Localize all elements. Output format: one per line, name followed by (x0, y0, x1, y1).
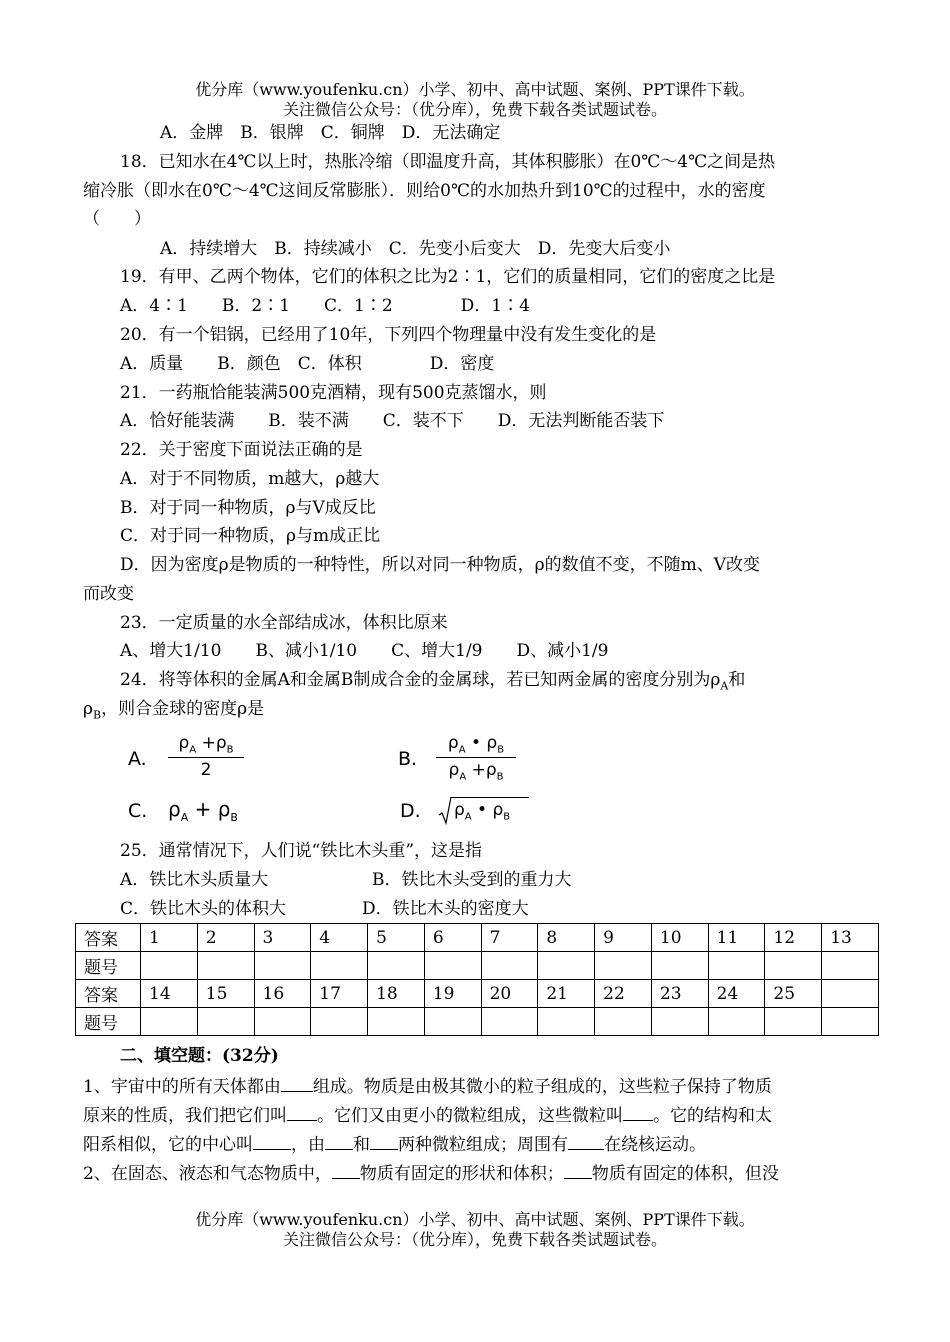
answer-cell[interactable] (311, 952, 368, 980)
answer-cell[interactable] (141, 952, 198, 980)
answer-cell[interactable] (481, 1008, 538, 1036)
answer-cell[interactable] (197, 1008, 254, 1036)
answer-cell[interactable] (538, 1008, 595, 1036)
fill-1-line-3: 阳系相似，它的中心叫 ，由 和 两种微粒组成；周围有 在绕核运动。 (83, 1131, 706, 1158)
blank[interactable] (253, 1131, 291, 1150)
q24-option-d-label: D. (400, 800, 421, 822)
table-cell: 9 (595, 924, 652, 952)
answer-cell[interactable] (822, 1008, 879, 1036)
table-cell: 10 (651, 924, 708, 952)
table-cell: 22 (595, 980, 652, 1008)
table-cell: 24 (708, 980, 765, 1008)
sqrt-sign-icon (438, 796, 452, 826)
q22-option-c: C．对于同一种物质，ρ与m成正比 (120, 526, 381, 546)
section-title: 二、填空题：(32分) (120, 1046, 279, 1066)
table-cell: 17 (311, 980, 368, 1008)
q24-stem-line-2: $\rho_B$，则合金球的密度ρ是 (83, 699, 265, 722)
q22-option-a: A．对于不同物质，m越大，ρ越大 (120, 469, 380, 489)
q21-stem: 21．一药瓶恰能装满500克酒精，现有500克蒸馏水，则 (120, 383, 547, 403)
row-label: 题号 (76, 1008, 141, 1036)
answer-table-row-4 (76, 1008, 879, 1036)
fill-1-line-1: 1、宇宙中的所有天体都由 组成。物质是由极其微小的粒子组成的，这些粒子保持了物质 (83, 1073, 772, 1100)
q24-option-a-formula: $\rho_A +\rho_B$ 2 (168, 733, 244, 780)
answer-cell[interactable] (197, 952, 254, 980)
q22-option-d-line-2: 而改变 (83, 584, 134, 604)
table-cell: 20 (481, 980, 538, 1008)
table-cell: 23 (651, 980, 708, 1008)
answer-cell[interactable] (765, 952, 822, 980)
answer-cell[interactable] (368, 1008, 425, 1036)
q23-stem: 23．一定质量的水全部结成冰，体积比原来 (120, 613, 448, 633)
blank[interactable] (568, 1131, 604, 1150)
answer-cell[interactable] (424, 952, 481, 980)
header-line-1: 优分库（www.youfenku.cn）小学、初中、高中试题、案例、PPT课件下载。 (195, 80, 755, 99)
table-cell: 3 (254, 924, 311, 952)
answer-cell[interactable] (141, 1008, 198, 1036)
table-cell (822, 980, 879, 1008)
table-cell: 2 (197, 924, 254, 952)
answer-cell[interactable] (481, 952, 538, 980)
answer-cell[interactable] (822, 952, 879, 980)
answer-cell[interactable] (651, 952, 708, 980)
q18-line-2: 缩冷胀（即水在0℃～4℃这间反常膨胀）．则给0℃的水加热升到10℃的过程中，水的密度 (83, 181, 766, 201)
answer-cell[interactable] (708, 952, 765, 980)
q25-option-d: D．铁比木头的密度大 (362, 899, 529, 919)
q25-option-a: A．铁比木头质量大 (120, 870, 269, 890)
blank[interactable] (332, 1160, 360, 1179)
table-cell: 16 (254, 980, 311, 1008)
answer-cell[interactable] (595, 952, 652, 980)
q25-option-c: C．铁比木头的体积大 (120, 899, 287, 919)
table-cell: 1 (141, 924, 198, 952)
blank[interactable] (325, 1131, 353, 1150)
answer-cell[interactable] (424, 1008, 481, 1036)
q22-option-b: B．对于同一种物质，ρ与V成反比 (120, 498, 376, 518)
answer-cell[interactable] (595, 1008, 652, 1036)
answer-table-row-1 (76, 924, 879, 952)
q19-stem: 19．有甲、乙两个物体，它们的体积之比为2∶1，它们的质量相同，它们的密度之比是 (120, 267, 776, 287)
table-cell: 11 (708, 924, 765, 952)
q22-stem: 22．关于密度下面说法正确的是 (120, 440, 363, 460)
table-cell: 14 (141, 980, 198, 1008)
table-cell: 12 (765, 924, 822, 952)
answer-cell[interactable] (254, 952, 311, 980)
table-cell: 21 (538, 980, 595, 1008)
table-cell: 5 (368, 924, 425, 952)
q18-line-1: 18．已知水在4℃以上时，热胀冷缩（即温度升高，其体积膨胀）在0℃～4℃之间是热 (120, 152, 776, 172)
table-cell: 6 (424, 924, 481, 952)
table-cell: 18 (368, 980, 425, 1008)
answer-cell[interactable] (254, 1008, 311, 1036)
blank[interactable] (564, 1160, 592, 1179)
answer-cell[interactable] (538, 952, 595, 980)
footer-line-2: 关注微信公众号：（优分库），免费下载各类试题试卷。 (282, 1230, 667, 1249)
blank[interactable] (370, 1131, 398, 1150)
table-cell: 4 (311, 924, 368, 952)
q24-option-a-label: A. (128, 748, 147, 770)
answer-cell[interactable] (311, 1008, 368, 1036)
q20-options: A．质量 B．颜色 C．体积 D．密度 (120, 354, 495, 374)
row-label: 题号 (76, 952, 141, 980)
blank[interactable] (287, 1102, 317, 1121)
answer-cell[interactable] (765, 1008, 822, 1036)
q24-stem-line-1: 24．将等体积的金属A和金属B制成合金的金属球，若已知两金属的密度分别为$\rho_A$和 (120, 670, 746, 693)
q25-option-b: B．铁比木头受到的重力大 (372, 870, 572, 890)
fill-2-line-1: 2、在固态、液态和气态物质中， 物质有固定的形状和体积； 物质有固定的体积，但没 (83, 1160, 779, 1187)
table-cell: 13 (822, 924, 879, 952)
footer-line-1: 优分库（www.youfenku.cn）小学、初中、高中试题、案例、PPT课件下载。 (195, 1210, 755, 1229)
q25-stem: 25．通常情况下，人们说“铁比木头重”，这是指 (120, 841, 483, 861)
blank[interactable] (623, 1102, 653, 1121)
q18-line-3: （ ） (83, 209, 151, 229)
table-cell: 7 (481, 924, 538, 952)
blank[interactable] (281, 1073, 313, 1092)
q24-option-b-label: B. (398, 748, 418, 770)
table-cell: 8 (538, 924, 595, 952)
fill-1-line-2: 原来的性质，我们把它们叫 。它们又由更小的微粒组成，这些微粒叫 。它的结构和太 (83, 1102, 772, 1129)
q23-options: A、增大1/10 B、减小1/10 C、增大1/9 D、减小1/9 (120, 641, 609, 661)
table-cell: 19 (424, 980, 481, 1008)
answer-table (75, 923, 879, 1036)
table-cell: 15 (197, 980, 254, 1008)
q21-options: A．恰好能装满 B．装不满 C．装不下 D．无法判断能否装下 (120, 411, 665, 431)
q24-option-c-label: C. (128, 800, 148, 822)
answer-cell[interactable] (368, 952, 425, 980)
q19-options: A．4∶1 B．2∶1 C．1∶2 D．1∶4 (120, 296, 530, 316)
answer-table-row-3 (76, 980, 879, 1008)
row-label: 答案 (76, 980, 141, 1008)
q17-options: A．金牌 B．银牌 C．铜牌 D．无法确定 (160, 123, 501, 143)
table-cell: 25 (765, 980, 822, 1008)
q20-stem: 20．有一个铝锅，已经用了10年，下列四个物理量中没有发生变化的是 (120, 325, 657, 345)
answer-cell[interactable] (708, 1008, 765, 1036)
row-label: 答案 (76, 924, 141, 952)
q22-option-d-line-1: D．因为密度ρ是物质的一种特性，所以对同一种物质，ρ的数值不变，不随m、V改变 (120, 555, 761, 575)
answer-table-row-2 (76, 952, 879, 980)
q18-options: A．持续增大 B．持续减小 C．先变小后变大 D．先变大后变小 (160, 239, 671, 259)
answer-cell[interactable] (651, 1008, 708, 1036)
q24-option-c-formula: $\rho_A + \rho_B$ (168, 797, 238, 824)
header-line-2: 关注微信公众号：（优分库），免费下载各类试题试卷。 (282, 100, 667, 119)
q24-option-b-formula: $\rho_A$ • $\rho_B$ $\rho_A +\rho_B$ (436, 733, 516, 783)
